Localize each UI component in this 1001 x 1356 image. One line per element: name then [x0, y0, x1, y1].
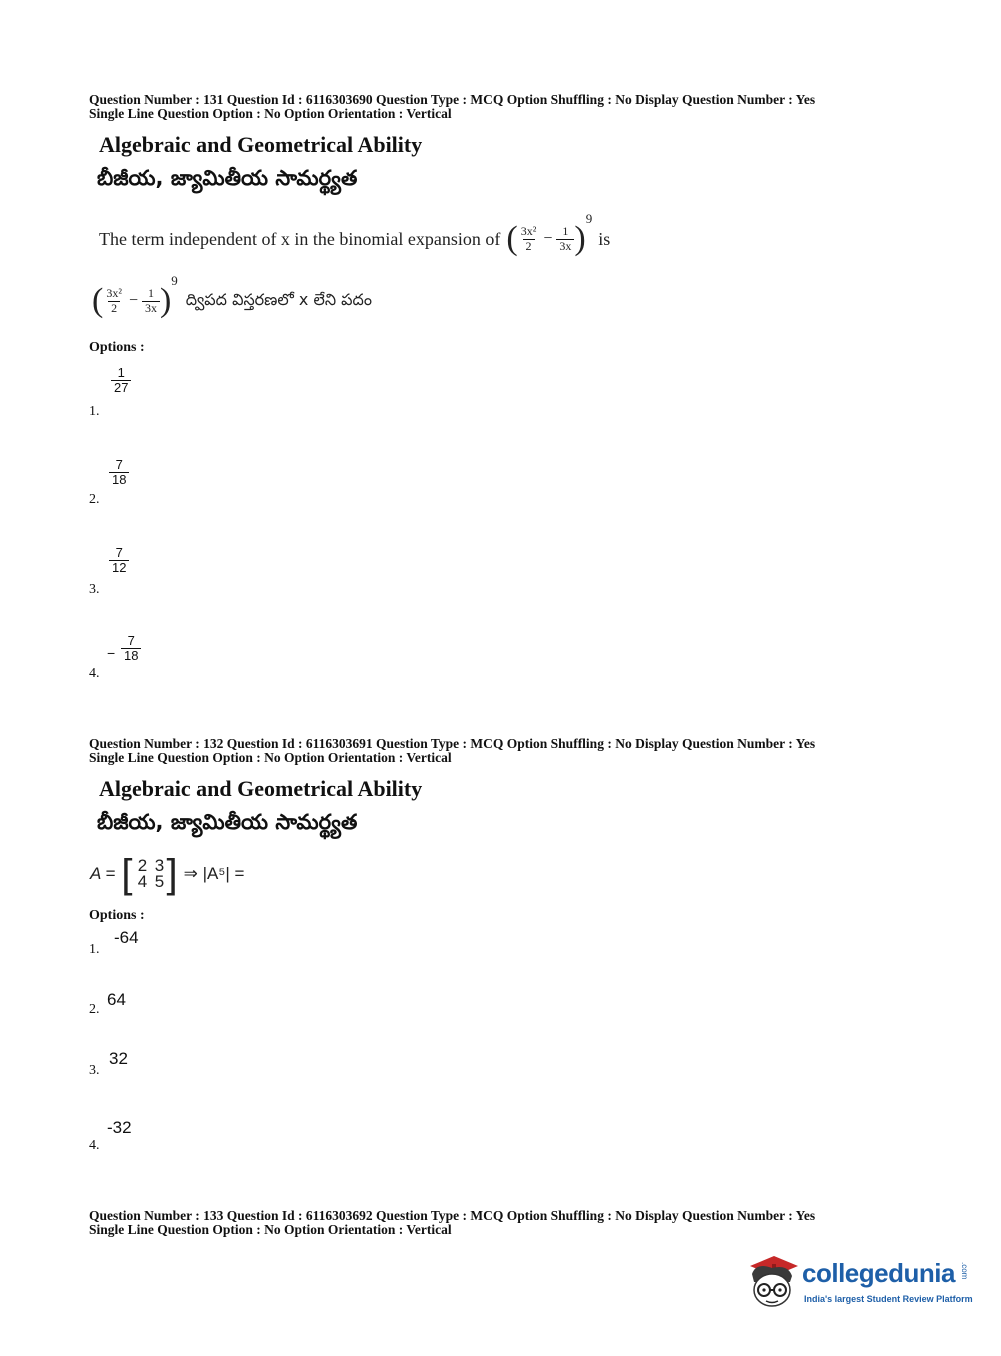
- option-fraction: $\frac{7}{18}$: [109, 458, 129, 488]
- left-bracket: [: [121, 852, 133, 896]
- student-mascot-icon: [742, 1252, 800, 1310]
- question-132-meta-line1: Question Number : 132 Question Id : 6116303691 Question Type : MCQ Option Shuffling : No Display Question Number : Yes: [89, 736, 816, 751]
- option-fraction: $\frac{7}{12}$: [109, 546, 129, 576]
- option-number: 1.: [89, 942, 100, 957]
- option-fraction: $\frac{7}{18}$: [121, 634, 141, 664]
- option-number: 3.: [89, 1063, 100, 1078]
- question-132-options-label: Options :: [89, 908, 145, 923]
- brand-name: collegedunia: [802, 1258, 955, 1288]
- option-sign: −: [107, 645, 116, 661]
- question-131-section-english: Algebraic and Geometrical Ability: [99, 132, 423, 157]
- exponent: 9: [585, 211, 593, 226]
- option-number: 4.: [89, 666, 100, 681]
- matrix-rhs: ⇒ |A⁵| =: [183, 864, 245, 883]
- left-paren: (: [92, 282, 104, 319]
- option-number: 2.: [89, 492, 100, 507]
- question-133-meta-line2: Single Line Question Option : No Option Orientation : Vertical: [89, 1222, 452, 1237]
- option-value: -32: [107, 1118, 132, 1137]
- question-133-meta-line1: Question Number : 133 Question Id : 6116303692 Question Type : MCQ Option Shuffling : No Display Question Number : Yes: [89, 1208, 816, 1223]
- right-paren: ): [159, 282, 172, 319]
- minus-sign: −: [128, 292, 138, 309]
- question-132-stem: [90, 852, 244, 896]
- option-number: 3.: [89, 582, 100, 597]
- question-131-section-telugu: బీజీయ, జ్యామితీయ సామర్థ్యత: [97, 166, 358, 190]
- option-value: 32: [109, 1049, 128, 1068]
- matrix-entries: 2 3 4 5: [137, 856, 165, 891]
- option-value: -64: [114, 928, 139, 947]
- exponent: 9: [171, 273, 178, 288]
- matrix-lhs: A =: [90, 864, 116, 883]
- stem-text: The term independent of x in the binomial expansion of: [99, 228, 501, 249]
- question-132-meta-line2: Single Line Question Option : No Option Orientation : Vertical: [89, 750, 452, 765]
- option-number: 4.: [89, 1138, 100, 1153]
- fraction-3x2-over-2: $\frac{\text{3x²}}{2}$: [520, 224, 537, 253]
- question-131-meta-line1: Question Number : 131 Question Id : 6116303690 Question Type : MCQ Option Shuffling : No Display Question Number : Yes: [89, 92, 816, 107]
- fraction-1-over-3x: $\frac{1}{3x}$: [142, 287, 160, 314]
- option-value: 64: [107, 990, 126, 1009]
- question-132-section-telugu: బీజీయ, జ్యామితీయ సామర్థ్యత: [97, 810, 358, 834]
- question-131-meta-line2: Single Line Question Option : No Option Orientation : Vertical: [89, 106, 452, 121]
- left-paren: (: [506, 220, 518, 257]
- brand-tagline: India's largest Student Review Platform: [804, 1294, 973, 1304]
- collegedunia-logo[interactable]: [742, 1250, 972, 1312]
- stem-end-text: is: [598, 228, 611, 249]
- option-number: 2.: [89, 1002, 100, 1017]
- option-fraction: $\frac{1}{27}$: [111, 366, 131, 396]
- stem-telugu-text: ద్విపద విస్తరణలో x లేని పదం: [185, 289, 372, 309]
- fraction-3x2-over-2: $\frac{\text{3x²}}{2}$: [106, 286, 122, 315]
- question-131-options-label: Options :: [89, 340, 145, 355]
- option-number: 1.: [89, 404, 100, 419]
- fraction-1-over-3x: $\frac{1}{3x}$: [556, 225, 574, 252]
- right-bracket: ]: [166, 852, 178, 896]
- brand-suffix: .com: [960, 1262, 969, 1280]
- question-131-stem-english: [99, 211, 611, 262]
- minus-sign: −: [543, 230, 553, 247]
- question-132-section-english: Algebraic and Geometrical Ability: [99, 776, 423, 801]
- question-131-stem-telugu: [92, 273, 372, 324]
- right-paren: ): [574, 220, 586, 257]
